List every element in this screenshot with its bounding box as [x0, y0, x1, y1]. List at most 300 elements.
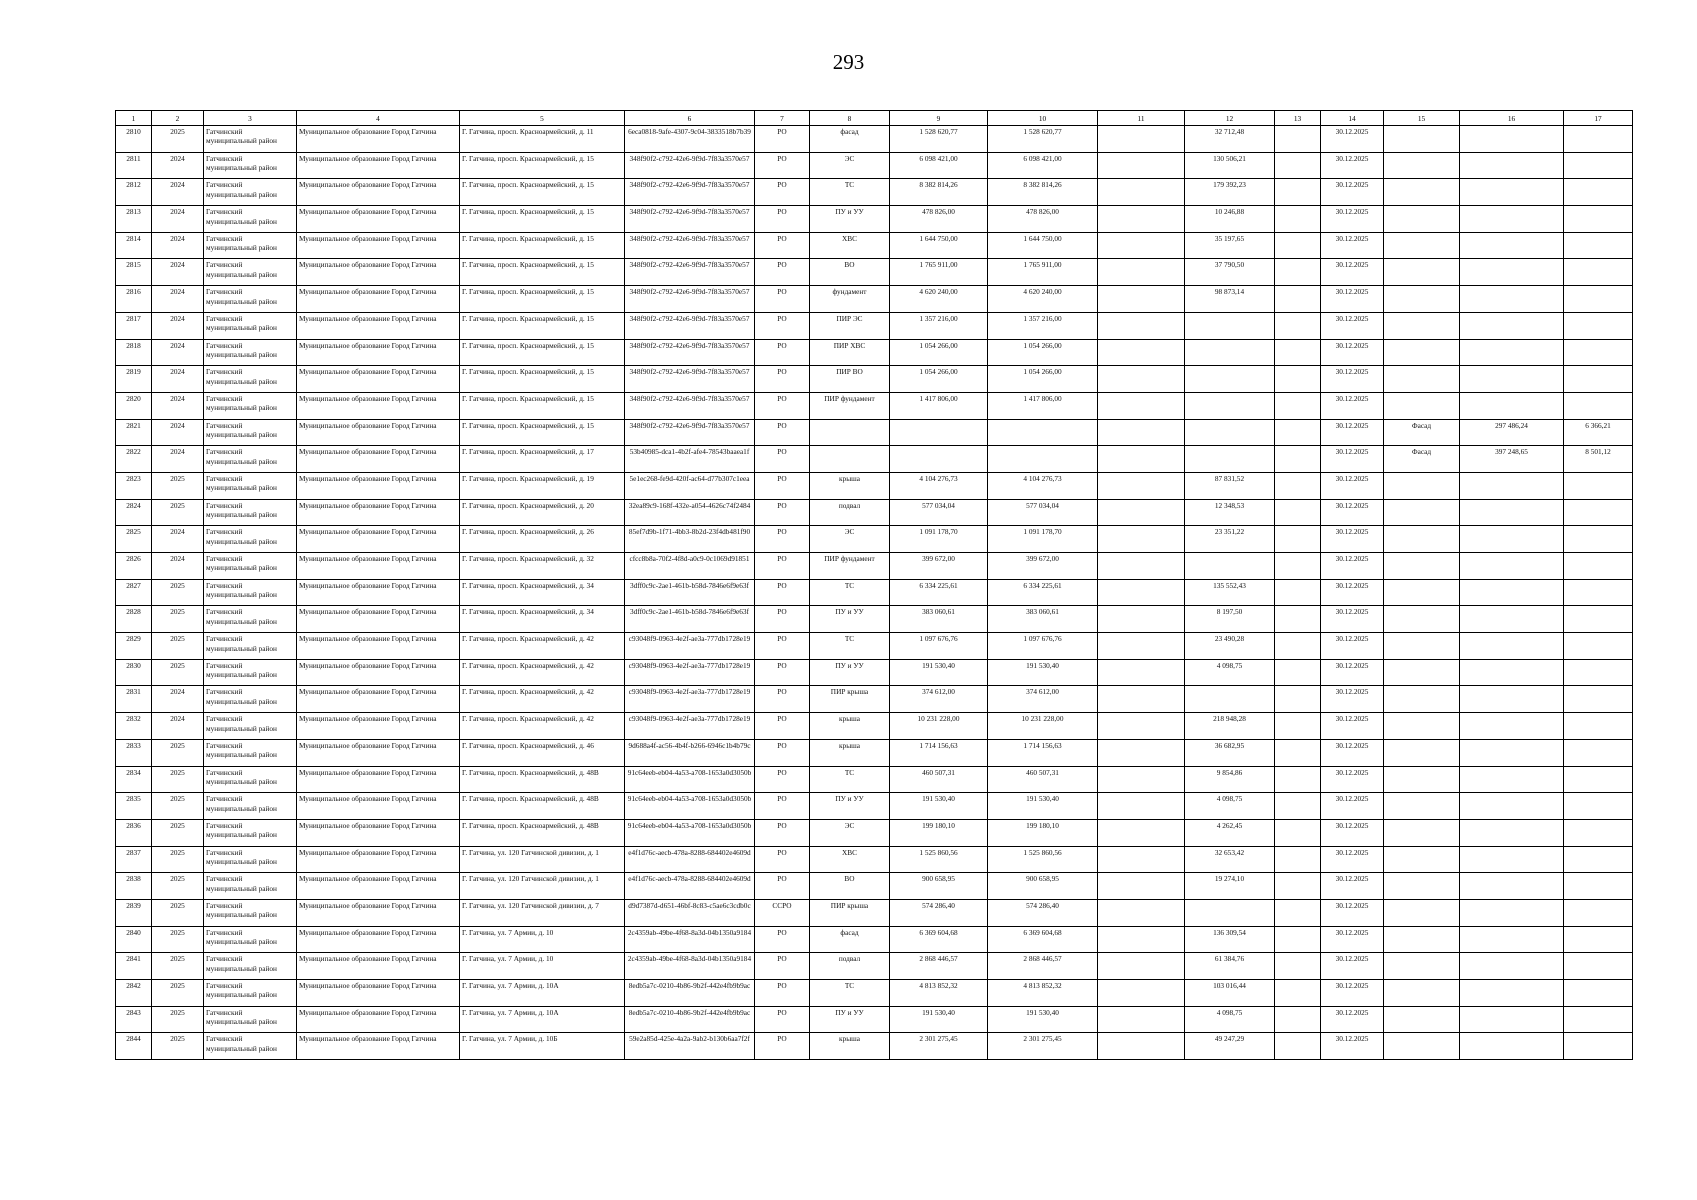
cell-col-12: 32 712,48	[1185, 126, 1275, 153]
cell-col-16	[1460, 179, 1564, 206]
cell-col-12	[1185, 312, 1275, 339]
cell-col-12: 136 309,54	[1185, 926, 1275, 953]
cell-col-8: ВО	[810, 259, 890, 286]
cell-col-13	[1275, 366, 1321, 393]
cell-col-2: 2025	[152, 1006, 204, 1033]
cell-col-9: 374 612,00	[890, 686, 988, 713]
cell-col-7: РО	[755, 819, 810, 846]
cell-col-17	[1564, 846, 1633, 873]
cell-col-14: 30.12.2025	[1321, 873, 1384, 900]
cell-col-1: 2844	[116, 1033, 152, 1060]
cell-col-1: 2836	[116, 819, 152, 846]
cell-col-2: 2025	[152, 793, 204, 820]
column-header-7: 7	[755, 111, 810, 126]
cell-col-12: 87 831,52	[1185, 472, 1275, 499]
cell-col-16	[1460, 793, 1564, 820]
cell-col-5: Г. Гатчина, просп. Красноармейский, д. 15	[460, 419, 625, 446]
table-row	[116, 286, 1633, 313]
table-row	[116, 686, 1633, 713]
cell-col-6: 8edb5a7c-0210-4b86-9b2f-442e4fb9b9ac	[625, 980, 755, 1007]
cell-col-17	[1564, 259, 1633, 286]
cell-col-15	[1384, 793, 1460, 820]
cell-col-5: Г. Гатчина, ул. 120 Гатчинской дивизии, д. 7	[460, 899, 625, 926]
cell-col-14: 30.12.2025	[1321, 659, 1384, 686]
table-row	[116, 232, 1633, 259]
cell-col-13	[1275, 472, 1321, 499]
cell-col-11	[1098, 686, 1185, 713]
cell-col-2: 2024	[152, 312, 204, 339]
cell-col-7: РО	[755, 953, 810, 980]
cell-col-16	[1460, 553, 1564, 580]
cell-col-4: Муниципальное образование Город Гатчина	[297, 446, 460, 473]
cell-col-10: 460 507,31	[988, 766, 1098, 793]
cell-col-15	[1384, 953, 1460, 980]
cell-col-6: 348f90f2-c792-42e6-9f9d-7f83a3570e57	[625, 152, 755, 179]
cell-col-10: 1 054 266,00	[988, 366, 1098, 393]
cell-col-1: 2829	[116, 633, 152, 660]
cell-col-16	[1460, 766, 1564, 793]
cell-col-11	[1098, 472, 1185, 499]
cell-col-4: Муниципальное образование Город Гатчина	[297, 659, 460, 686]
table-row	[116, 392, 1633, 419]
cell-col-3: Гатчинский муниципальный район	[204, 659, 297, 686]
cell-col-16	[1460, 472, 1564, 499]
page-number: 293	[832, 50, 865, 74]
cell-col-17	[1564, 980, 1633, 1007]
cell-col-7: РО	[755, 286, 810, 313]
cell-col-4: Муниципальное образование Город Гатчина	[297, 259, 460, 286]
cell-col-14: 30.12.2025	[1321, 899, 1384, 926]
cell-col-8: ТС	[810, 179, 890, 206]
cell-col-6: 348f90f2-c792-42e6-9f9d-7f83a3570e57	[625, 259, 755, 286]
cell-col-7: РО	[755, 873, 810, 900]
cell-col-14: 30.12.2025	[1321, 366, 1384, 393]
cell-col-9	[890, 419, 988, 446]
cell-col-5: Г. Гатчина, ул. 7 Армии, д. 10Б	[460, 1033, 625, 1060]
cell-col-1: 2842	[116, 980, 152, 1007]
cell-col-15	[1384, 686, 1460, 713]
cell-col-8: ТС	[810, 579, 890, 606]
cell-col-11	[1098, 793, 1185, 820]
cell-col-17	[1564, 633, 1633, 660]
cell-col-12: 103 016,44	[1185, 980, 1275, 1007]
table-row	[116, 206, 1633, 233]
cell-col-8: ЭС	[810, 819, 890, 846]
cell-col-10: 2 301 275,45	[988, 1033, 1098, 1060]
cell-col-12	[1185, 339, 1275, 366]
table-row	[116, 126, 1633, 153]
cell-col-8: ТС	[810, 633, 890, 660]
cell-col-10: 4 104 276,73	[988, 472, 1098, 499]
cell-col-5: Г. Гатчина, просп. Красноармейский, д. 46	[460, 739, 625, 766]
cell-col-8: ТС	[810, 980, 890, 1007]
cell-col-11	[1098, 206, 1185, 233]
cell-col-15	[1384, 179, 1460, 206]
table-row	[116, 339, 1633, 366]
cell-col-1: 2821	[116, 419, 152, 446]
column-header-15: 15	[1384, 111, 1460, 126]
table-row	[116, 819, 1633, 846]
table-row	[116, 926, 1633, 953]
cell-col-17	[1564, 126, 1633, 153]
cell-col-14: 30.12.2025	[1321, 259, 1384, 286]
cell-col-5: Г. Гатчина, просп. Красноармейский, д. 15	[460, 179, 625, 206]
cell-col-2: 2025	[152, 980, 204, 1007]
cell-col-5: Г. Гатчина, просп. Красноармейский, д. 34	[460, 606, 625, 633]
cell-col-14: 30.12.2025	[1321, 579, 1384, 606]
cell-col-17	[1564, 713, 1633, 740]
cell-col-5: Г. Гатчина, ул. 7 Армии, д. 10	[460, 926, 625, 953]
cell-col-2: 2024	[152, 339, 204, 366]
cell-col-14: 30.12.2025	[1321, 606, 1384, 633]
cell-col-8: ПИР ЭС	[810, 312, 890, 339]
column-header-3: 3	[204, 111, 297, 126]
cell-col-11	[1098, 232, 1185, 259]
table-row	[116, 499, 1633, 526]
table-row	[116, 1006, 1633, 1033]
cell-col-6: 8edb5a7c-0210-4b86-9b2f-442e4fb9b9ac	[625, 1006, 755, 1033]
cell-col-14: 30.12.2025	[1321, 499, 1384, 526]
cell-col-13	[1275, 232, 1321, 259]
cell-col-11	[1098, 926, 1185, 953]
cell-col-13	[1275, 392, 1321, 419]
cell-col-16	[1460, 980, 1564, 1007]
cell-col-9: 191 530,40	[890, 659, 988, 686]
cell-col-4: Муниципальное образование Город Гатчина	[297, 472, 460, 499]
cell-col-16	[1460, 819, 1564, 846]
cell-col-11	[1098, 846, 1185, 873]
cell-col-16	[1460, 606, 1564, 633]
cell-col-7: РО	[755, 793, 810, 820]
cell-col-9: 2 301 275,45	[890, 1033, 988, 1060]
cell-col-3: Гатчинский муниципальный район	[204, 499, 297, 526]
table-row	[116, 1033, 1633, 1060]
cell-col-13	[1275, 659, 1321, 686]
cell-col-4: Муниципальное образование Город Гатчина	[297, 633, 460, 660]
cell-col-1: 2835	[116, 793, 152, 820]
cell-col-15	[1384, 472, 1460, 499]
table-row	[116, 980, 1633, 1007]
cell-col-13	[1275, 633, 1321, 660]
cell-col-4: Муниципальное образование Город Гатчина	[297, 366, 460, 393]
cell-col-10: 4 813 852,32	[988, 980, 1098, 1007]
cell-col-6: 2c4359ab-49be-4f68-8a3d-04b1350a9184	[625, 926, 755, 953]
cell-col-10: 1 765 911,00	[988, 259, 1098, 286]
cell-col-17	[1564, 206, 1633, 233]
cell-col-10: 383 060,61	[988, 606, 1098, 633]
cell-col-13	[1275, 980, 1321, 1007]
cell-col-2: 2024	[152, 232, 204, 259]
cell-col-7: РО	[755, 846, 810, 873]
cell-col-17	[1564, 526, 1633, 553]
cell-col-14: 30.12.2025	[1321, 739, 1384, 766]
cell-col-16	[1460, 232, 1564, 259]
cell-col-15	[1384, 339, 1460, 366]
cell-col-7: РО	[755, 633, 810, 660]
cell-col-4: Муниципальное образование Город Гатчина	[297, 286, 460, 313]
cell-col-3: Гатчинский муниципальный район	[204, 312, 297, 339]
cell-col-2: 2025	[152, 819, 204, 846]
cell-col-14: 30.12.2025	[1321, 232, 1384, 259]
cell-col-15	[1384, 286, 1460, 313]
cell-col-1: 2813	[116, 206, 152, 233]
cell-col-12: 19 274,10	[1185, 873, 1275, 900]
cell-col-17	[1564, 179, 1633, 206]
cell-col-4: Муниципальное образование Город Гатчина	[297, 793, 460, 820]
cell-col-5: Г. Гатчина, просп. Красноармейский, д. 48В	[460, 793, 625, 820]
cell-col-2: 2025	[152, 499, 204, 526]
cell-col-16	[1460, 686, 1564, 713]
cell-col-15	[1384, 1006, 1460, 1033]
cell-col-11	[1098, 553, 1185, 580]
cell-col-6: 5e1ec268-fe9d-420f-ac64-d77b307c1eea	[625, 472, 755, 499]
cell-col-8: ВО	[810, 873, 890, 900]
cell-col-7: РО	[755, 392, 810, 419]
cell-col-5: Г. Гатчина, просп. Красноармейский, д. 19	[460, 472, 625, 499]
cell-col-2: 2025	[152, 659, 204, 686]
cell-col-14: 30.12.2025	[1321, 526, 1384, 553]
column-number-row	[116, 111, 1633, 126]
cell-col-6: 348f90f2-c792-42e6-9f9d-7f83a3570e57	[625, 179, 755, 206]
cell-col-3: Гатчинский муниципальный район	[204, 606, 297, 633]
cell-col-15	[1384, 392, 1460, 419]
cell-col-15	[1384, 766, 1460, 793]
cell-col-8: ПИР ВО	[810, 366, 890, 393]
table-row	[116, 713, 1633, 740]
cell-col-3: Гатчинский муниципальный район	[204, 126, 297, 153]
cell-col-6: c93048f9-0963-4e2f-ae3a-777db1728e19	[625, 633, 755, 660]
cell-col-14: 30.12.2025	[1321, 766, 1384, 793]
cell-col-9: 1 525 860,56	[890, 846, 988, 873]
cell-col-11	[1098, 606, 1185, 633]
cell-col-14: 30.12.2025	[1321, 179, 1384, 206]
cell-col-11	[1098, 953, 1185, 980]
cell-col-8: крыша	[810, 472, 890, 499]
cell-col-13	[1275, 286, 1321, 313]
cell-col-4: Муниципальное образование Город Гатчина	[297, 179, 460, 206]
cell-col-15: Фасад	[1384, 446, 1460, 473]
cell-col-9: 4 620 240,00	[890, 286, 988, 313]
cell-col-17	[1564, 686, 1633, 713]
cell-col-13	[1275, 126, 1321, 153]
cell-col-4: Муниципальное образование Город Гатчина	[297, 553, 460, 580]
cell-col-9: 1 097 676,76	[890, 633, 988, 660]
cell-col-12: 135 552,43	[1185, 579, 1275, 606]
cell-col-4: Муниципальное образование Город Гатчина	[297, 1006, 460, 1033]
cell-col-8: ПУ и УУ	[810, 606, 890, 633]
cell-col-8: фасад	[810, 126, 890, 153]
cell-col-10: 1 054 266,00	[988, 339, 1098, 366]
cell-col-14: 30.12.2025	[1321, 553, 1384, 580]
cell-col-17	[1564, 793, 1633, 820]
cell-col-6: 348f90f2-c792-42e6-9f9d-7f83a3570e57	[625, 392, 755, 419]
cell-col-17	[1564, 579, 1633, 606]
cell-col-2: 2025	[152, 739, 204, 766]
cell-col-14: 30.12.2025	[1321, 152, 1384, 179]
column-header-9: 9	[890, 111, 988, 126]
cell-col-2: 2025	[152, 766, 204, 793]
cell-col-6: c93048f9-0963-4e2f-ae3a-777db1728e19	[625, 686, 755, 713]
cell-col-6: c93048f9-0963-4e2f-ae3a-777db1728e19	[625, 713, 755, 740]
cell-col-3: Гатчинский муниципальный район	[204, 686, 297, 713]
cell-col-15	[1384, 579, 1460, 606]
cell-col-4: Муниципальное образование Город Гатчина	[297, 579, 460, 606]
cell-col-7: РО	[755, 686, 810, 713]
cell-col-9: 577 034,04	[890, 499, 988, 526]
cell-col-9: 6 098 421,00	[890, 152, 988, 179]
cell-col-2: 2024	[152, 286, 204, 313]
cell-col-1: 2814	[116, 232, 152, 259]
cell-col-10: 1 097 676,76	[988, 633, 1098, 660]
cell-col-8: фундамент	[810, 286, 890, 313]
cell-col-6: 348f90f2-c792-42e6-9f9d-7f83a3570e57	[625, 312, 755, 339]
cell-col-15	[1384, 526, 1460, 553]
cell-col-8: подвал	[810, 499, 890, 526]
cell-col-16	[1460, 846, 1564, 873]
cell-col-1: 2838	[116, 873, 152, 900]
cell-col-4: Муниципальное образование Город Гатчина	[297, 980, 460, 1007]
cell-col-3: Гатчинский муниципальный район	[204, 206, 297, 233]
table-row	[116, 446, 1633, 473]
cell-col-3: Гатчинский муниципальный район	[204, 846, 297, 873]
cell-col-7: РО	[755, 446, 810, 473]
cell-col-3: Гатчинский муниципальный район	[204, 980, 297, 1007]
cell-col-7: РО	[755, 179, 810, 206]
cell-col-13	[1275, 419, 1321, 446]
cell-col-7: РО	[755, 766, 810, 793]
cell-col-9: 478 826,00	[890, 206, 988, 233]
cell-col-4: Муниципальное образование Город Гатчина	[297, 126, 460, 153]
cell-col-13	[1275, 526, 1321, 553]
cell-col-1: 2831	[116, 686, 152, 713]
cell-col-6: 348f90f2-c792-42e6-9f9d-7f83a3570e57	[625, 339, 755, 366]
cell-col-16	[1460, 339, 1564, 366]
cell-col-5: Г. Гатчина, просп. Красноармейский, д. 15	[460, 152, 625, 179]
cell-col-14: 30.12.2025	[1321, 953, 1384, 980]
cell-col-7: РО	[755, 926, 810, 953]
column-header-12: 12	[1185, 111, 1275, 126]
cell-col-1: 2815	[116, 259, 152, 286]
table-row	[116, 953, 1633, 980]
cell-col-8	[810, 446, 890, 473]
cell-col-8: крыша	[810, 1033, 890, 1060]
cell-col-17	[1564, 1033, 1633, 1060]
cell-col-8: крыша	[810, 739, 890, 766]
cell-col-5: Г. Гатчина, просп. Красноармейский, д. 48В	[460, 819, 625, 846]
cell-col-1: 2822	[116, 446, 152, 473]
cell-col-2: 2024	[152, 686, 204, 713]
cell-col-8: фасад	[810, 926, 890, 953]
cell-col-5: Г. Гатчина, ул. 7 Армии, д. 10А	[460, 980, 625, 1007]
cell-col-15	[1384, 206, 1460, 233]
cell-col-8: ХВС	[810, 846, 890, 873]
column-header-1: 1	[116, 111, 152, 126]
cell-col-16: 397 248,65	[1460, 446, 1564, 473]
cell-col-3: Гатчинский муниципальный район	[204, 926, 297, 953]
cell-col-8: ЭС	[810, 526, 890, 553]
cell-col-12: 10 246,88	[1185, 206, 1275, 233]
cell-col-6: c93048f9-0963-4e2f-ae3a-777db1728e19	[625, 659, 755, 686]
cell-col-15	[1384, 899, 1460, 926]
cell-col-10: 199 180,10	[988, 819, 1098, 846]
cell-col-11	[1098, 446, 1185, 473]
cell-col-13	[1275, 739, 1321, 766]
cell-col-7: РО	[755, 980, 810, 1007]
cell-col-9: 6 334 225,61	[890, 579, 988, 606]
cell-col-7: РО	[755, 739, 810, 766]
cell-col-17	[1564, 899, 1633, 926]
cell-col-16	[1460, 366, 1564, 393]
cell-col-4: Муниципальное образование Город Гатчина	[297, 206, 460, 233]
cell-col-8: ПИР крыша	[810, 686, 890, 713]
cell-col-15	[1384, 819, 1460, 846]
cell-col-13	[1275, 819, 1321, 846]
cell-col-14: 30.12.2025	[1321, 793, 1384, 820]
cell-col-16	[1460, 873, 1564, 900]
cell-col-16	[1460, 899, 1564, 926]
cell-col-4: Муниципальное образование Город Гатчина	[297, 392, 460, 419]
column-header-4: 4	[297, 111, 460, 126]
cell-col-10: 191 530,40	[988, 659, 1098, 686]
cell-col-11	[1098, 659, 1185, 686]
cell-col-15	[1384, 553, 1460, 580]
cell-col-17	[1564, 1006, 1633, 1033]
cell-col-4: Муниципальное образование Город Гатчина	[297, 499, 460, 526]
cell-col-13	[1275, 846, 1321, 873]
cell-col-7: РО	[755, 312, 810, 339]
table-row	[116, 606, 1633, 633]
cell-col-16	[1460, 206, 1564, 233]
cell-col-11	[1098, 579, 1185, 606]
cell-col-3: Гатчинский муниципальный район	[204, 366, 297, 393]
column-header-14: 14	[1321, 111, 1384, 126]
cell-col-17	[1564, 339, 1633, 366]
cell-col-10	[988, 419, 1098, 446]
cell-col-16: 297 486,24	[1460, 419, 1564, 446]
table-row	[116, 152, 1633, 179]
column-header-8: 8	[810, 111, 890, 126]
cell-col-15	[1384, 926, 1460, 953]
cell-col-7: РО	[755, 1006, 810, 1033]
cell-col-14: 30.12.2025	[1321, 1033, 1384, 1060]
cell-col-16	[1460, 286, 1564, 313]
cell-col-14: 30.12.2025	[1321, 312, 1384, 339]
table-row	[116, 873, 1633, 900]
cell-col-4: Муниципальное образование Город Гатчина	[297, 1033, 460, 1060]
cell-col-14: 30.12.2025	[1321, 846, 1384, 873]
cell-col-3: Гатчинский муниципальный район	[204, 232, 297, 259]
cell-col-10: 399 672,00	[988, 553, 1098, 580]
column-header-10: 10	[988, 111, 1098, 126]
cell-col-14: 30.12.2025	[1321, 392, 1384, 419]
cell-col-9: 1 417 806,00	[890, 392, 988, 419]
cell-col-13	[1275, 312, 1321, 339]
table-row	[116, 899, 1633, 926]
cell-col-11	[1098, 499, 1185, 526]
cell-col-17	[1564, 819, 1633, 846]
cell-col-3: Гатчинский муниципальный район	[204, 472, 297, 499]
cell-col-11	[1098, 1033, 1185, 1060]
cell-col-12: 32 653,42	[1185, 846, 1275, 873]
cell-col-2: 2025	[152, 472, 204, 499]
cell-col-10: 1 091 178,70	[988, 526, 1098, 553]
cell-col-6: cfcc8b8a-70f2-4f8d-a0c9-0c1069d91851	[625, 553, 755, 580]
cell-col-17	[1564, 472, 1633, 499]
cell-col-5: Г. Гатчина, ул. 120 Гатчинской дивизии, д. 1	[460, 873, 625, 900]
cell-col-6: 348f90f2-c792-42e6-9f9d-7f83a3570e57	[625, 419, 755, 446]
cell-col-8: ПИР фундамент	[810, 553, 890, 580]
cell-col-3: Гатчинский муниципальный район	[204, 1033, 297, 1060]
